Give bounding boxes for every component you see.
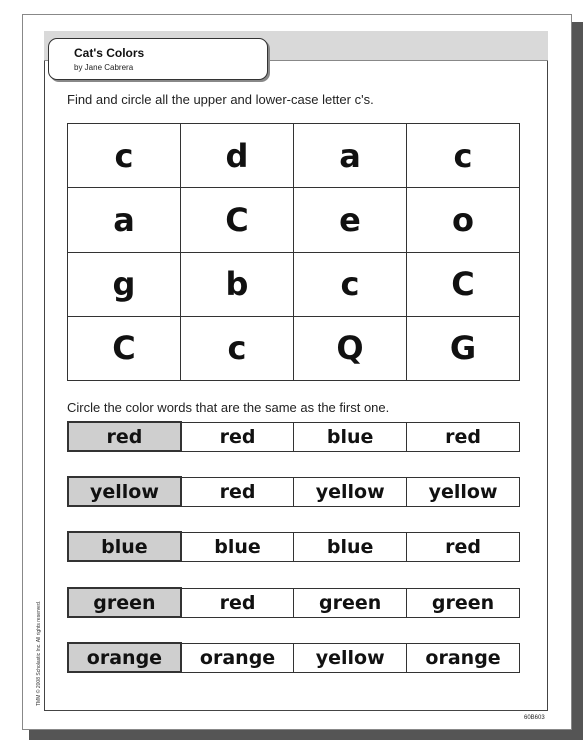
letter-cell[interactable]: c [181,316,294,380]
letter-cell[interactable]: e [294,188,407,252]
letter-cell[interactable]: g [68,252,181,316]
color-row [67,587,520,618]
color-row [67,476,520,507]
color-target-word: green [68,588,181,617]
color-word-option[interactable]: blue [294,422,407,451]
letter-cell[interactable]: c [68,124,181,188]
color-target-word: orange [68,643,181,672]
product-code: 60B603 [524,715,545,721]
letter-cell[interactable]: a [294,124,407,188]
color-word-option[interactable]: red [407,422,520,451]
color-word-option[interactable]: yellow [407,477,520,506]
color-target-word: red [68,422,181,451]
color-word-option[interactable]: yellow [294,477,407,506]
color-target-word: blue [68,532,181,561]
letter-cell[interactable]: c [407,124,520,188]
letter-row [68,188,520,252]
color-word-option[interactable]: blue [294,532,407,561]
color-row [67,421,520,452]
color-word-option[interactable]: green [407,588,520,617]
letter-cell[interactable]: a [68,188,181,252]
color-word-option[interactable]: red [181,477,294,506]
letter-grid [67,123,520,381]
color-word-option[interactable]: red [407,532,520,561]
letter-instruction: Find and circle all the upper and lower-case letter c's. [67,92,374,107]
letter-cell[interactable]: c [294,252,407,316]
letter-cell[interactable]: d [181,124,294,188]
worksheet-author: by Jane Cabrera [74,63,134,72]
letter-row [68,124,520,188]
letter-cell[interactable]: C [181,188,294,252]
color-word-option[interactable]: red [181,422,294,451]
color-word-option[interactable]: green [294,588,407,617]
worksheet-title: Cat's Colors [74,46,145,60]
color-instruction: Circle the color words that are the same as the first one. [67,400,390,415]
letter-cell[interactable]: Q [294,316,407,380]
letter-cell[interactable]: C [407,252,520,316]
letter-cell[interactable]: o [407,188,520,252]
color-row [67,531,520,562]
color-word-option[interactable]: yellow [294,643,407,672]
color-row [67,642,520,673]
color-word-option[interactable]: red [181,588,294,617]
color-word-option[interactable]: orange [407,643,520,672]
letter-row [68,316,520,380]
letter-row [68,252,520,316]
color-word-option[interactable]: blue [181,532,294,561]
color-target-word: yellow [68,477,181,506]
letter-cell[interactable]: C [68,316,181,380]
letter-cell[interactable]: b [181,252,294,316]
letter-cell[interactable]: G [407,316,520,380]
copyright-notice: TMM © 2008 Scholastic Inc. All rights reserved. [36,600,42,706]
color-word-option[interactable]: orange [181,643,294,672]
